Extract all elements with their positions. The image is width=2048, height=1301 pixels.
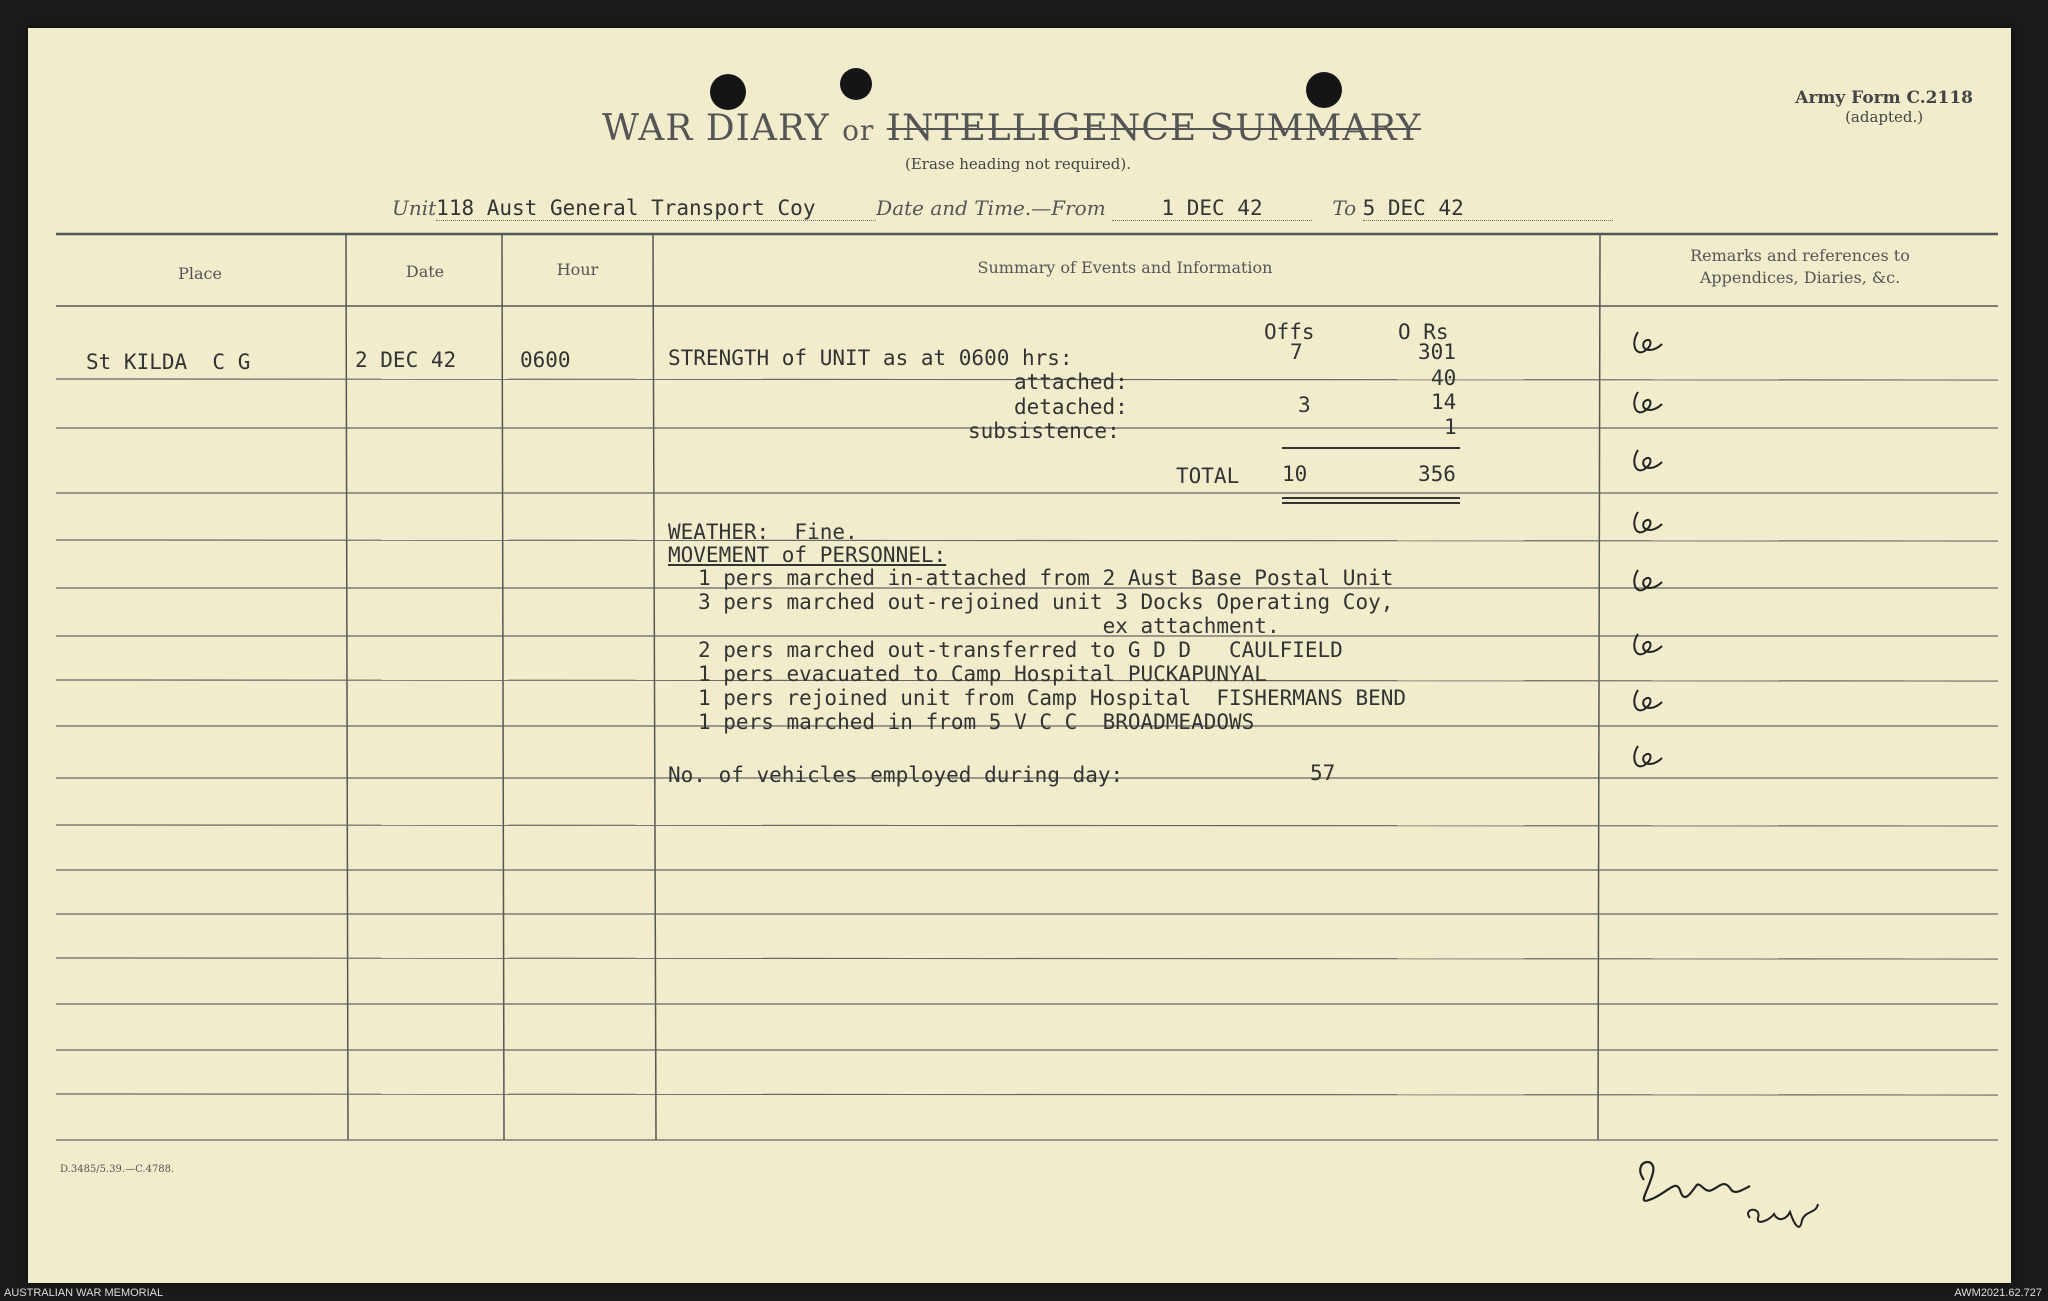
col-header-place: Place: [178, 264, 222, 283]
strength-ors-2: 14: [1431, 390, 1457, 414]
credit-right: AWM2021.62.727: [1954, 1287, 2042, 1299]
strength-ors-1: 40: [1431, 366, 1457, 390]
strength-label-1: attached:: [1014, 370, 1128, 394]
strength-ors-3: 1: [1444, 415, 1457, 439]
credit-left: AUSTRALIAN WAR MEMORIAL: [4, 1287, 164, 1299]
movement-line: 1 pers marched in-attached from 2 Aust Base Postal Unit: [698, 566, 1394, 590]
to-value: 5 DEC 42: [1363, 196, 1613, 221]
vehicles-label: No. of vehicles employed during day:: [668, 763, 1124, 787]
total-offs: 10: [1282, 462, 1308, 486]
movement-line: 2 pers marched out-transferred to G D D CAULFIELD: [698, 638, 1343, 662]
col-header-hour: Hour: [556, 260, 599, 279]
subtitle: (Erase heading not required).: [905, 155, 1132, 173]
col-header-date: Date: [405, 262, 445, 281]
signature: [1630, 1150, 1870, 1240]
title-war-diary: WAR DIARY: [602, 108, 830, 149]
col-ors: O Rs: [1398, 320, 1449, 344]
col-offs: Offs: [1264, 320, 1315, 344]
unit-label: Unit: [392, 196, 437, 220]
movement-line: 1 pers evacuated to Camp Hospital PUCKAPUNYAL: [698, 662, 1267, 686]
army-form-sub: (adapted.): [1845, 108, 1924, 126]
col-header-remarks: Remarks and references to Appendices, Diaries, &c.: [1690, 246, 1910, 287]
remark-tick: [1632, 686, 1666, 716]
remark-tick: [1632, 742, 1666, 772]
entry-place: St KILDA C G: [86, 350, 251, 374]
entry-hour: 0600: [520, 348, 571, 372]
movement-line: ex attachment.: [698, 614, 1280, 638]
title-or: or: [842, 114, 875, 147]
to-label: To: [1332, 196, 1357, 220]
from-value: 1 DEC 42: [1112, 196, 1312, 221]
remark-tick: [1632, 388, 1666, 418]
remark-tick: [1632, 446, 1666, 476]
entry-date: 2 DEC 42: [355, 348, 457, 372]
total-ors: 356: [1418, 462, 1456, 486]
movement-line: 3 pers marched out-rejoined unit 3 Docks Operating Coy,: [698, 590, 1394, 614]
print-code: D.3485/5.39.—C.4788.: [60, 1164, 175, 1175]
remark-tick: [1632, 328, 1666, 358]
remark-tick: [1632, 508, 1666, 538]
weather-line: WEATHER: Fine.: [668, 520, 858, 544]
movement-line: 1 pers marched in from 5 V C C BROADMEADOWS: [698, 710, 1255, 734]
strength-offs-0: 7: [1290, 340, 1303, 364]
remark-tick: [1632, 630, 1666, 660]
unit-value: 118 Aust General Transport Coy: [436, 196, 876, 221]
vehicles-value: 57: [1310, 761, 1336, 785]
strength-offs-2: 3: [1298, 393, 1311, 417]
strength-label-2: detached:: [1014, 395, 1128, 419]
movement-line: 1 pers rejoined unit from Camp Hospital FISHERMANS BEND: [698, 686, 1407, 710]
strength-ors-0: 301: [1418, 340, 1456, 364]
col-header-summary: Summary of Events and Information: [977, 258, 1273, 277]
strength-label-0: STRENGTH of UNIT as at 0600 hrs:: [668, 346, 1073, 370]
title-struck: INTELLIGENCE SUMMARY: [886, 108, 1422, 149]
remark-tick: [1632, 566, 1666, 596]
total-label: TOTAL: [1176, 464, 1240, 488]
strength-label-3: subsistence:: [968, 419, 1120, 443]
movement-heading: MOVEMENT of PERSONNEL:: [668, 543, 947, 567]
date-time-label: Date and Time.—From: [876, 196, 1106, 220]
army-form-number: Army Form C.2118: [1795, 88, 1973, 108]
